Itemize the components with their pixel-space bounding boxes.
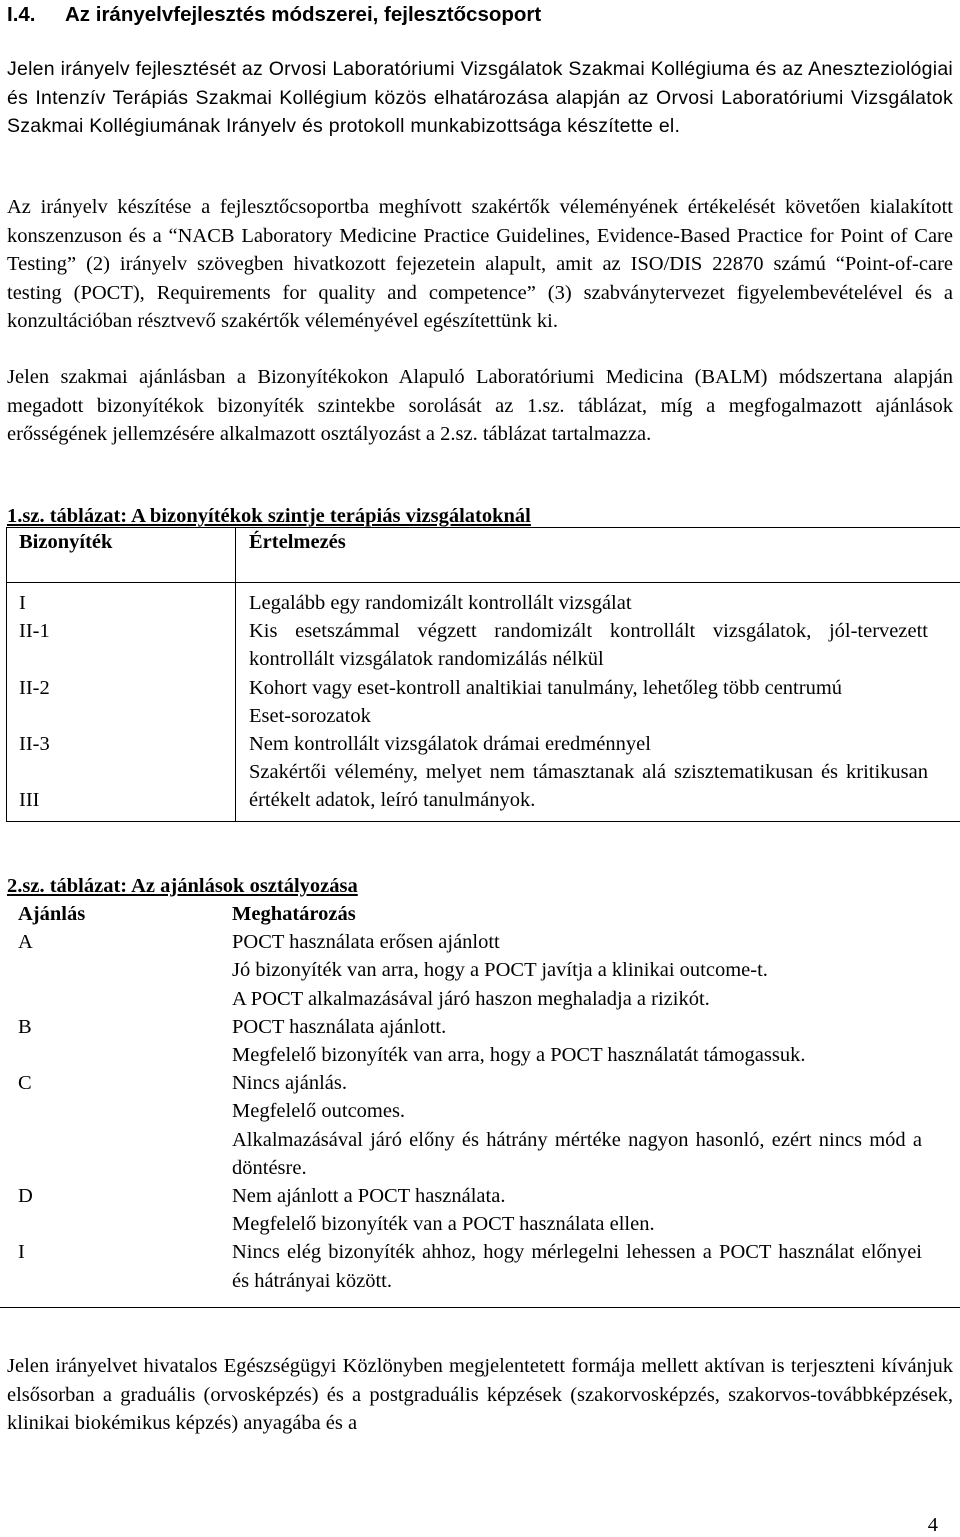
table-cell: Jó bizonyíték van arra, hogy a POCT javítja a klinikai outcome-t. <box>232 959 768 982</box>
paragraph-dissemination: Jelen irányelvet hivatalos Egészségügyi Közlönyben megjelentetett formája mellett aktívan is terjeszteni kívánjuk elsősorban a graduális (orvosképzés) és a postgraduális képzések (szakorvosképzés, szakorvos-továbbképzések, klinikai biokémikus képzés) anyagába és a <box>7 1355 953 1435</box>
recommendation-grade-table <box>0 900 960 1308</box>
table-cell: Alkalmazásával járó előny és hátrány mértéke nagyon hasonló, ezért nincs mód a döntésre. <box>232 1128 922 1179</box>
table-cell: III <box>19 789 40 812</box>
table2-caption: 2.sz. táblázat: Az ajánlások osztályozása <box>7 875 358 897</box>
table-cell: II-2 <box>19 676 50 699</box>
table-cell: A <box>18 931 33 954</box>
table-cell: Megfelelő bizonyíték van arra, hogy a POCT használatát támogassuk. <box>232 1044 806 1067</box>
section-number: I.4. <box>7 3 36 26</box>
table-row <box>0 1069 960 1182</box>
table1-caption: 1.sz. táblázat: A bizonyítékok szintje terápiás vizsgálatoknál <box>7 505 531 527</box>
table-cell: A POCT alkalmazásával járó haszon meghaladja a rizikót. <box>232 987 710 1010</box>
table-cell: Megfelelő bizonyíték van a POCT használata ellen. <box>232 1213 655 1236</box>
table-cell: II-3 <box>19 732 50 755</box>
table-cell: I <box>19 592 26 614</box>
table-cell: Szakértői vélemény, melyet nem támasztanak alá szisztematikusan és kritikusan értékelt adatok, leíró tanulmányok. <box>249 761 928 812</box>
table-cell: Nem kontrollált vizsgálatok drámai eredménnyel <box>249 733 651 756</box>
table-cell: D <box>18 1185 33 1208</box>
table-cell: I <box>18 1241 25 1264</box>
table-cell: II-1 <box>19 620 50 643</box>
table-cell: POCT használata ajánlott. <box>232 1015 447 1038</box>
table-cell: Nincs ajánlás. <box>232 1072 347 1095</box>
table-cell: Eset-sorozatok <box>249 704 371 727</box>
table-cell: C <box>18 1072 32 1095</box>
table-header-cell: Értelmezés <box>236 528 960 583</box>
table-cell-group <box>222 1013 960 1069</box>
table-header-cell: Meghatározás <box>232 903 356 925</box>
section-heading <box>7 2 953 28</box>
table-meaning-column <box>236 583 960 822</box>
table-header-row <box>0 900 960 928</box>
table-cell-group <box>222 1069 960 1182</box>
table-body <box>7 583 960 822</box>
table-row <box>0 928 960 1013</box>
table-cell-group <box>222 1238 960 1294</box>
table-row <box>0 1238 960 1306</box>
paragraph-method: Az irányelv készítése a fejlesztőcsoportba meghívott szakértők véleményének értékelését követően kialakított konszenzuson és a “NACB Laboratory Medicine Practice Guidelines, Evidence-Based Practice for Point of Care Testing” (2) irányelv szövegben hivatkozott fejezetein alapult, amit az ISO/DIS 22870 számú “Point-of-care testing (POCT), Requirements for quality and competence” (3) szabványtervezet figyelembevételével és a konzultációban résztvevő szakértők véleményével egészítettünk ki. <box>7 196 953 333</box>
section-title: Az irányelvfejlesztés módszerei, fejlesztőcsoport <box>65 3 542 26</box>
table-row <box>0 1182 960 1238</box>
table-row <box>0 1013 960 1069</box>
table-cell: Legalább egy randomizált kontrollált vizsgálat <box>249 592 632 614</box>
table-cell: POCT használata erősen ajánlott <box>232 931 500 954</box>
paragraph-intro: Jelen irányelv fejlesztését az Orvosi Laboratóriumi Vizsgálatok Szakmai Kollégiuma és az Aneszteziológiai és Intenzív Terápiás Szakmai Kollégium közös elhatározása alapján az Orvosi Laboratóriumi Vizsgálatok Szakmai Kollégiumának Irányelv és protokoll munkabizottsága készítette el. <box>7 58 953 138</box>
table-header-row <box>7 528 960 583</box>
table-header-cell: Ajánlás <box>18 903 86 925</box>
paragraph-balm: Jelen szakmai ajánlásban a Bizonyítékokon Alapuló Laboratóriumi Medicina (BALM) módszertana alapján megadott bizonyítékok bizonyíték szintekbe sorolását az 1.sz. táblázat, míg a megfogalmazott ajánlások erősségének jellemzésére alkalmazott osztályozást a 2.sz. táblázat tartalmazza. <box>7 366 953 446</box>
page-number: 4 <box>927 1514 938 1536</box>
table-cell-group <box>222 1182 960 1238</box>
table-cell: B <box>18 1015 32 1038</box>
table-cell-group <box>222 928 960 1013</box>
table-cell: Nem ajánlott a POCT használata. <box>232 1185 506 1208</box>
table-cell: Kohort vagy eset-kontroll analtikiai tanulmány, lehetőleg több centrumú <box>249 676 843 699</box>
table-cell: Megfelelő outcomes. <box>232 1100 406 1123</box>
evidence-level-table <box>6 527 960 822</box>
table-header-cell: Bizonyíték <box>7 528 236 583</box>
table-level-column <box>7 583 236 822</box>
table-cell: Nincs elég bizonyíték ahhoz, hogy mérlegelni lehessen a POCT használat előnyei és hátrányai között. <box>232 1241 922 1292</box>
table-cell: Kis esetszámmal végzett randomizált kontrollált vizsgálatok, jól-tervezett kontrollált vizsgálatok randomizálás nélkül <box>249 620 928 671</box>
